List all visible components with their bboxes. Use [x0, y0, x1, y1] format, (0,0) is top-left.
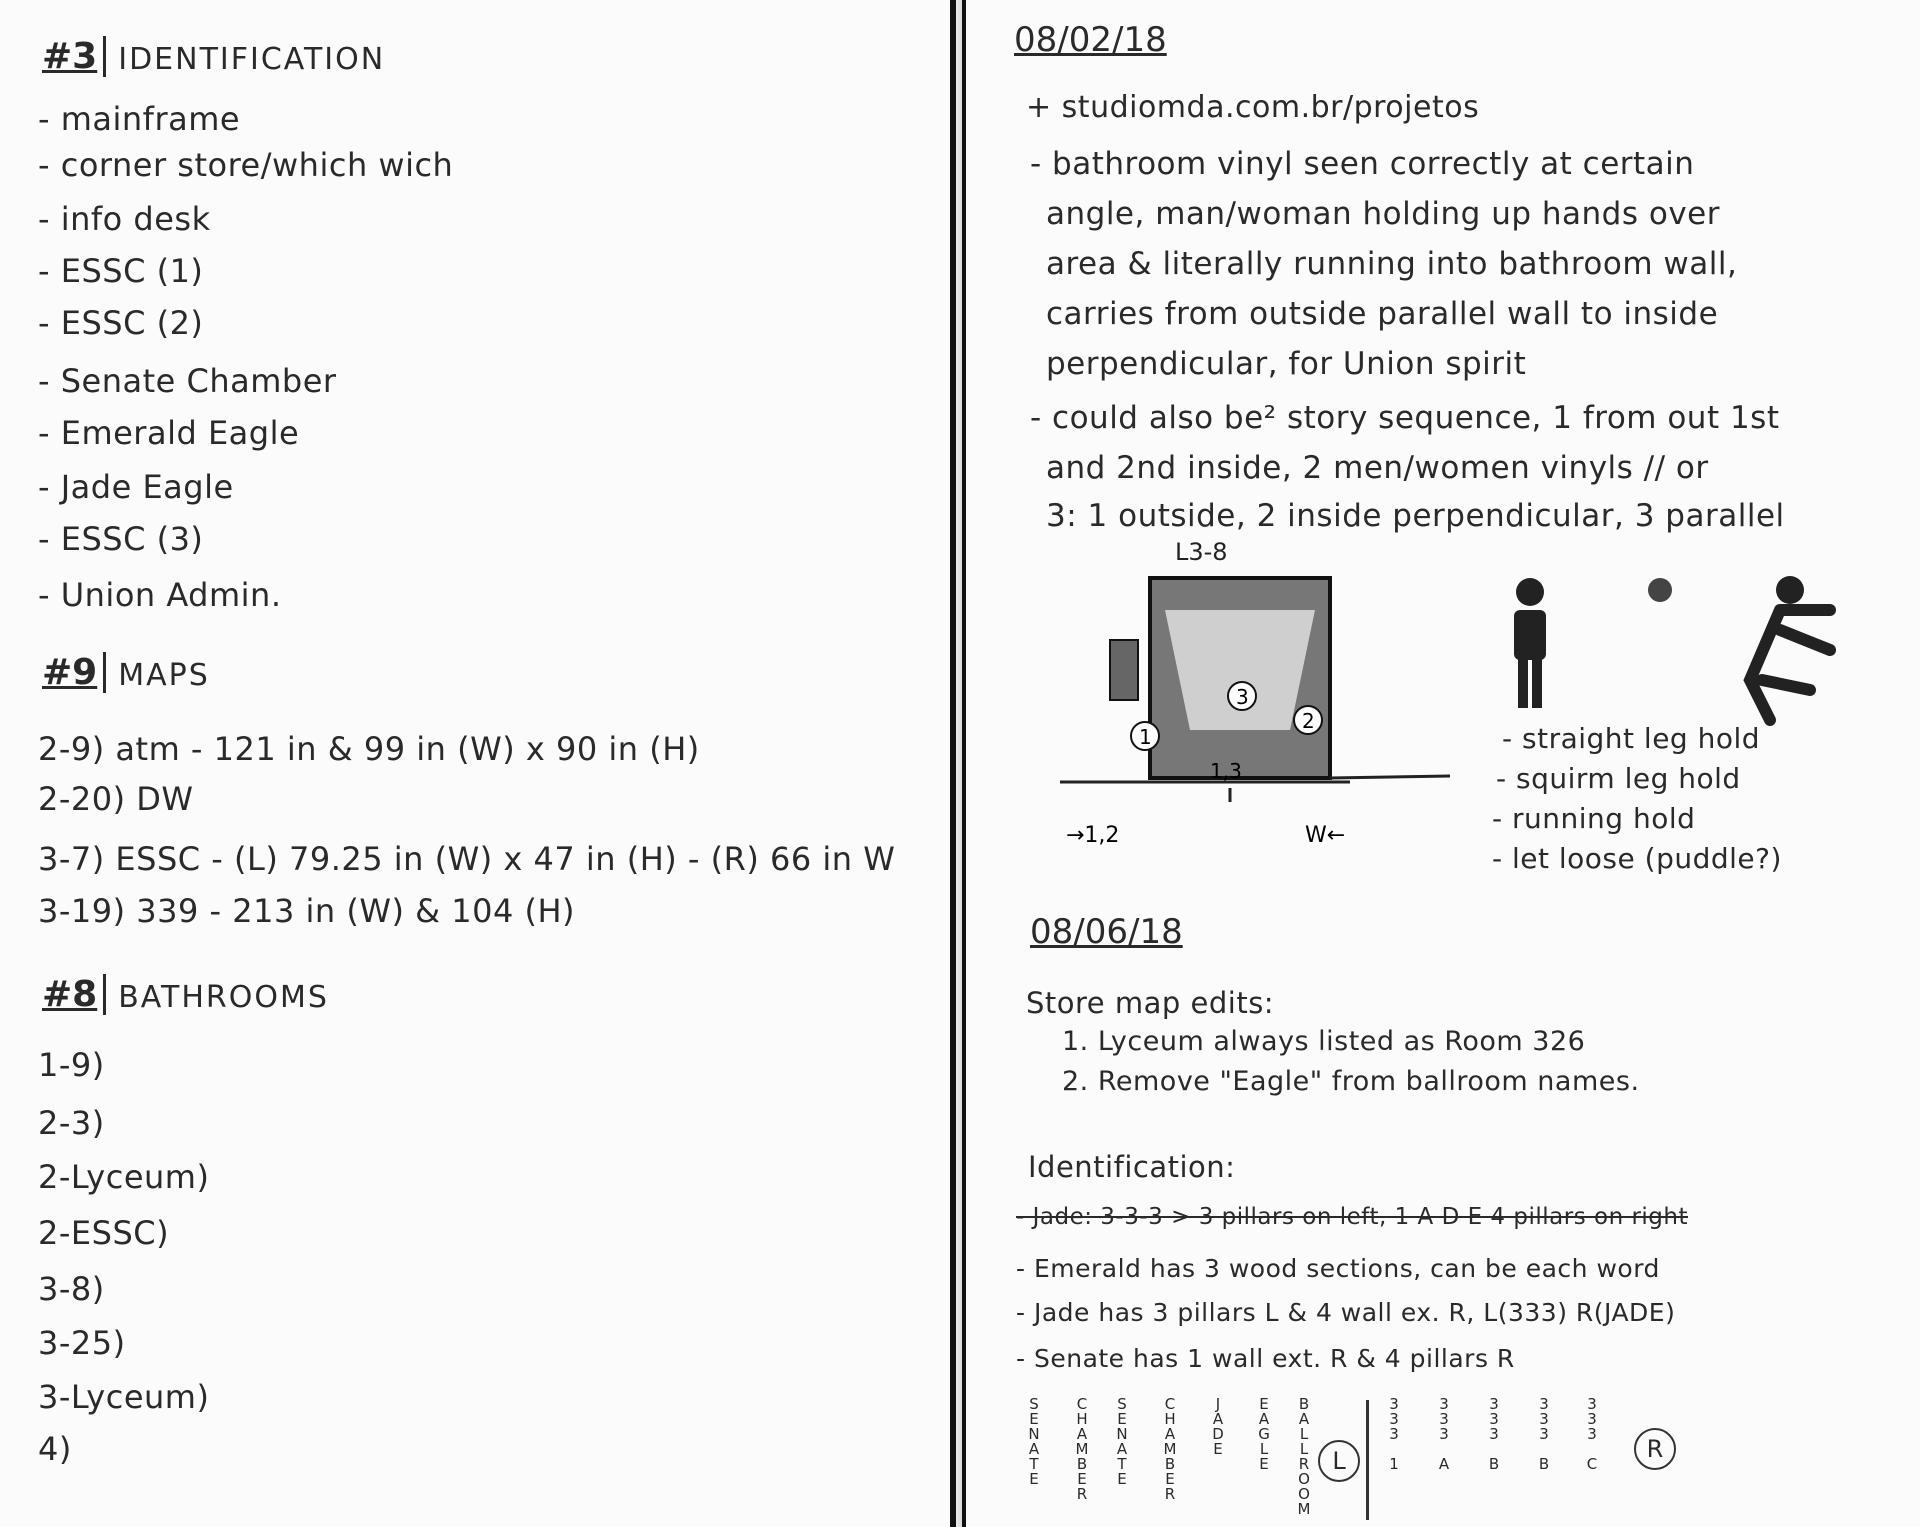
floor-line	[1330, 776, 1450, 778]
vertical-label: SENATE	[1025, 1395, 1043, 1485]
vertical-label: CHAMBER	[1161, 1395, 1179, 1500]
section-identification-heading	[42, 36, 385, 77]
list-item: 1-9)	[38, 1046, 105, 1084]
list-item: 3-19) 339 - 213 in (W) & 104 (H)	[38, 892, 576, 930]
standing-person-icon	[1514, 578, 1546, 708]
list-item: 3-8)	[38, 1270, 105, 1308]
circled-left-marker: L	[1318, 1440, 1360, 1482]
list-item: 2-ESSC)	[38, 1214, 170, 1252]
legend-item: - straight leg hold	[1502, 722, 1761, 755]
vertical-code: 333 1	[1385, 1395, 1403, 1470]
section-maps-heading	[42, 652, 210, 693]
list-item: 3-7) ESSC - (L) 79.25 in (W) x 47 in (H) - (R) 66 in W	[38, 840, 896, 878]
running-person-icon	[1750, 576, 1830, 720]
arrow-label: →1,2	[1066, 823, 1120, 848]
note-line: 3: 1 outside, 2 inside perpendicular, 3 parallel	[1046, 498, 1785, 534]
note-line: carries from outside parallel wall to inside	[1046, 296, 1719, 332]
sketch-number: 1	[1139, 725, 1152, 749]
section-title: IDENTIFICATION	[118, 42, 386, 77]
identification-item: - Emerald has 3 wood sections, can be each word	[1016, 1254, 1660, 1283]
left-notebook-page	[0, 0, 956, 1527]
section-title: MAPS	[118, 658, 210, 693]
vertical-label: CHAMBER	[1073, 1395, 1091, 1500]
identification-item: - Jade has 3 pillars L & 4 wall ex. R, L(333) R(JADE)	[1016, 1298, 1676, 1327]
bathroom-sketch	[1050, 540, 1890, 860]
sketch-number: 2	[1302, 709, 1315, 733]
view-label: 1,3	[1210, 759, 1242, 783]
note-line: - bathroom vinyl seen correctly at certain	[1030, 146, 1695, 182]
section-number: #9	[42, 652, 106, 693]
reference-link: + studiomda.com.br/projetos	[1026, 90, 1480, 125]
identification-title: Identification:	[1028, 1150, 1236, 1184]
list-item: 3-Lyceum)	[38, 1378, 210, 1416]
legend-item: - running hold	[1492, 802, 1696, 835]
store-edits-title: Store map edits:	[1026, 986, 1275, 1020]
list-item: - mainframe	[38, 100, 241, 138]
list-item: - Emerald Eagle	[38, 414, 300, 452]
note-line: area & literally running into bathroom wall,	[1046, 246, 1738, 282]
vertical-label: SENATE	[1113, 1395, 1131, 1485]
sketch-number: 3	[1236, 685, 1249, 709]
list-item: - Jade Eagle	[38, 468, 234, 506]
list-item: 4)	[38, 1430, 72, 1468]
note-line: perpendicular, for Union spirit	[1046, 346, 1527, 382]
section-number: #8	[42, 974, 106, 1015]
legend-item: - let loose (puddle?)	[1492, 842, 1782, 875]
section-title: BATHROOMS	[118, 980, 329, 1015]
struck-note-line: - Jade: 3-3-3 > 3 pillars on left, 1 A D E 4 pillars on right	[1016, 1204, 1688, 1230]
legend-item: - squirm leg hold	[1496, 762, 1741, 795]
sketch-room-label: L3-8	[1175, 540, 1228, 566]
vertical-code: 333 C	[1583, 1395, 1601, 1470]
section-bathrooms-heading	[42, 974, 329, 1015]
column-divider	[1366, 1400, 1369, 1520]
list-item: - info desk	[38, 200, 211, 238]
entry-date: 08/06/18	[1030, 912, 1183, 952]
list-item: - Senate Chamber	[38, 362, 337, 400]
list-item: 2-20) DW	[38, 780, 194, 818]
store-edit-item: 2. Remove "Eagle" from ballroom names.	[1062, 1066, 1640, 1097]
identification-item: - Senate has 1 wall ext. R & 4 pillars R	[1016, 1344, 1515, 1373]
section-number: #3	[42, 36, 106, 77]
list-item: 2-3)	[38, 1104, 105, 1142]
vertical-code: 333 A	[1435, 1395, 1453, 1470]
arrow-label: W←	[1305, 823, 1346, 848]
list-item: 2-Lyceum)	[38, 1158, 210, 1196]
list-item: - corner store/which wich	[38, 146, 454, 184]
note-line: and 2nd inside, 2 men/women vinyls // or	[1046, 450, 1709, 486]
vertical-label: BALLROOM	[1295, 1395, 1313, 1515]
circled-right-marker: R	[1634, 1428, 1676, 1470]
vertical-code: 333 B	[1485, 1395, 1503, 1470]
list-item: - ESSC (3)	[38, 520, 204, 558]
hallway-inner	[1165, 610, 1315, 730]
vertical-label: EAGLE	[1255, 1395, 1273, 1470]
entry-date: 08/02/18	[1014, 20, 1167, 60]
note-line: - could also be² story sequence, 1 from out 1st	[1030, 400, 1780, 436]
note-line: angle, man/woman holding up hands over	[1046, 196, 1720, 232]
list-item: 2-9) atm - 121 in & 99 in (W) x 90 in (H)	[38, 730, 700, 768]
door-panel-icon	[1110, 640, 1138, 700]
vertical-code: 333 B	[1535, 1395, 1553, 1470]
list-item: - ESSC (1)	[38, 252, 204, 290]
list-item: - Union Admin.	[38, 576, 282, 614]
small-circle-icon	[1648, 578, 1672, 602]
store-edit-item: 1. Lyceum always listed as Room 326	[1062, 1026, 1586, 1057]
list-item: 3-25)	[38, 1324, 126, 1362]
list-item: - ESSC (2)	[38, 304, 204, 342]
vertical-label: JADE	[1209, 1395, 1227, 1455]
